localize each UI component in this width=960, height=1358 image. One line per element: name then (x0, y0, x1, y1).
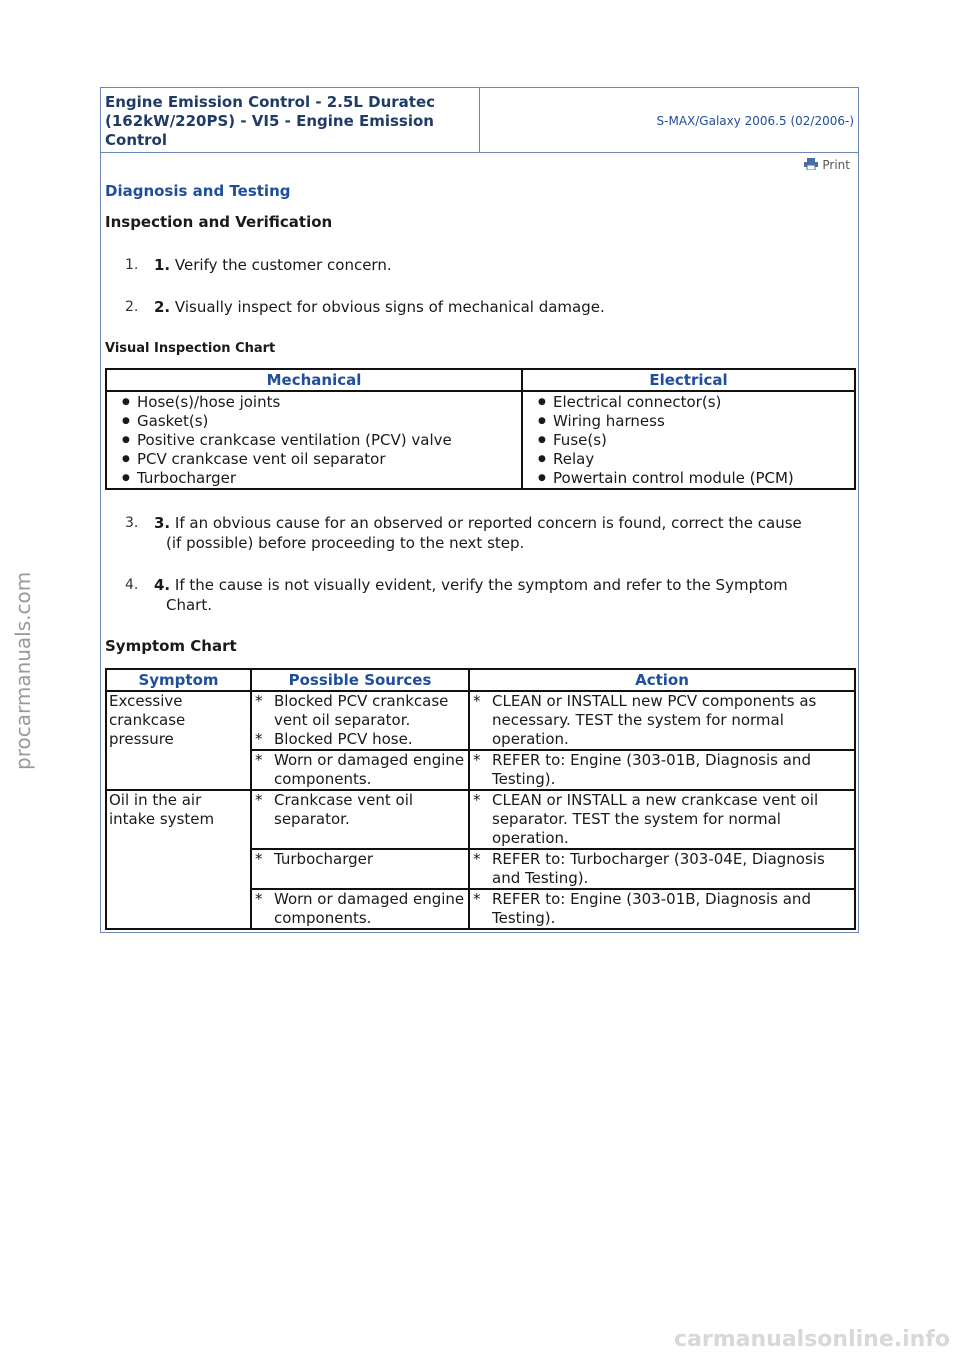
electrical-list (523, 393, 854, 488)
printer-icon (804, 158, 818, 170)
action-item: * REFER to: Turbocharger (303-04E, Diagnosis and Testing). (472, 850, 852, 888)
step-number: 2. (125, 299, 139, 315)
list-item: ● Hose(s)/hose joints (107, 393, 521, 412)
symptom-chart-title: Symptom Chart (105, 637, 237, 655)
subsection-title: Inspection and Verification (105, 213, 333, 231)
step-text: If an obvious cause for an observed or reported concern is found, correct the cause (170, 514, 802, 532)
column-header: Action (469, 669, 855, 691)
table-row (106, 691, 855, 750)
step-text: Visually inspect for obvious signs of mechanical damage. (170, 298, 605, 316)
watermark-text: procarmanuals.com (11, 571, 35, 770)
visual-chart-title: Visual Inspection Chart (105, 341, 276, 356)
source-item: * Turbocharger (254, 850, 466, 869)
action-item: * CLEAN or INSTALL new PCV components as necessary. TEST the system for normal operation. (472, 692, 852, 749)
source-item: * Blocked PCV crankcase vent oil separator. (254, 692, 466, 730)
step-number: 4. (125, 577, 139, 593)
header-divider (479, 88, 480, 152)
list-item: ● Relay (523, 450, 854, 469)
step-bold-number: 4. (154, 576, 171, 594)
print-label: Print (822, 158, 850, 172)
step-bold-number: 3. (154, 514, 171, 532)
table-row (106, 790, 855, 849)
step-text-continued: (if possible) before proceeding to the next step. (166, 534, 525, 552)
step-text-continued: Chart. (166, 596, 212, 614)
print-button[interactable] (804, 158, 850, 172)
list-item: ● Gasket(s) (107, 412, 521, 431)
symptom-table (105, 668, 856, 930)
action-item: * REFER to: Engine (303-01B, Diagnosis and Testing). (472, 751, 852, 789)
section-title: Diagnosis and Testing (105, 182, 291, 200)
side-watermark (8, 560, 38, 770)
symptom-cell: Oil in the air intake system (106, 790, 251, 929)
list-item: ● Powertain control module (PCM) (523, 469, 854, 488)
mechanical-list (107, 393, 521, 488)
list-item: ● Electrical connector(s) (523, 393, 854, 412)
vehicle-model: S-MAX/Galaxy 2006.5 (02/2006-) (656, 114, 854, 128)
step-number: 3. (125, 515, 139, 531)
list-item: ● Positive crankcase ventilation (PCV) valve (107, 431, 521, 450)
step-bold-number: 2. (154, 298, 171, 316)
source-item: * Crankcase vent oil separator. (254, 791, 466, 829)
document-frame (100, 87, 859, 933)
column-header: Symptom (106, 669, 251, 691)
step-text: If the cause is not visually evident, verify the symptom and refer to the Symptom (170, 576, 788, 594)
action-item: * CLEAN or INSTALL a new crankcase vent oil separator. TEST the system for normal operation. (472, 791, 852, 848)
list-item: ● Wiring harness (523, 412, 854, 431)
column-header: Electrical (522, 369, 855, 391)
visual-inspection-table (105, 368, 856, 490)
list-item: ● Turbocharger (107, 469, 521, 488)
column-header: Possible Sources (251, 669, 469, 691)
footer-logo: carmanualsonline.info (674, 1327, 950, 1352)
document-header (101, 88, 858, 153)
step-number: 1. (125, 257, 139, 273)
source-item: * Worn or damaged engine components. (254, 890, 466, 928)
action-item: * REFER to: Engine (303-01B, Diagnosis and Testing). (472, 890, 852, 928)
source-item: * Blocked PCV hose. (254, 730, 466, 749)
document-title: Engine Emission Control - 2.5L Duratec (162kW/220PS) - VI5 - Engine Emission Control (105, 93, 436, 149)
step-bold-number: 1. (154, 256, 171, 274)
list-item: ● PCV crankcase vent oil separator (107, 450, 521, 469)
column-header: Mechanical (106, 369, 522, 391)
source-item: * Worn or damaged engine components. (254, 751, 466, 789)
list-item: ● Fuse(s) (523, 431, 854, 450)
symptom-cell: Excessive crankcase pressure (106, 691, 251, 790)
step-text: Verify the customer concern. (170, 256, 392, 274)
